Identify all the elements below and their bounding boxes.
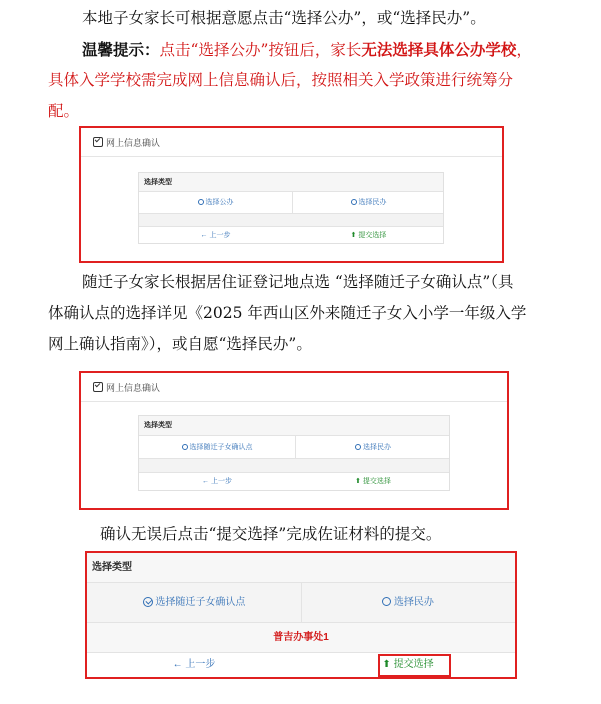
- select-public-button[interactable]: [139, 192, 292, 213]
- screenshot-1: [79, 126, 504, 263]
- prev-step-button[interactable]: ← 上一步: [172, 659, 216, 670]
- submit-selection-button[interactable]: ⬆ 提交选择: [350, 232, 387, 239]
- option-label: 选择随迁子女确认点: [189, 444, 253, 451]
- paragraph-tip: [82, 34, 592, 66]
- option-label: 选择民办: [358, 199, 387, 206]
- tip-line-3: 配。: [48, 102, 80, 120]
- paragraph-choice-instruction: 本地子女家长可根据意愿点击“选择公办”，或“选择民办”。: [82, 9, 486, 27]
- choice-table: [138, 415, 450, 491]
- screenshot-3: [85, 551, 517, 679]
- edit-check-icon: [93, 137, 103, 147]
- panel-header: [81, 128, 502, 149]
- panel-header-title: 网上信息确认: [106, 383, 161, 393]
- submit-highlight-box: [378, 654, 451, 677]
- option-label: 选择民办: [362, 444, 391, 451]
- radio-circle-icon: [351, 199, 357, 205]
- section-title: 选择类型: [144, 422, 172, 429]
- tip-text-2: 无法选择具体公办学校: [361, 40, 517, 59]
- selected-office-label: 普吉办事处1: [273, 632, 329, 643]
- option-label: 选择随迁子女确认点: [155, 597, 246, 608]
- edit-check-icon: [93, 382, 103, 392]
- section-title: 选择类型: [92, 562, 132, 573]
- prev-step-button[interactable]: ← 上一步: [202, 478, 232, 485]
- choice-table: [138, 172, 444, 244]
- radio-circle-icon: [382, 597, 391, 606]
- select-private-button[interactable]: [301, 583, 515, 622]
- radio-circle-icon: [198, 199, 204, 205]
- paragraph-confirm-submit: 确认无误后点击“提交选择”完成佐证材料的提交。: [100, 525, 442, 543]
- prev-step-button[interactable]: ← 上一步: [200, 232, 231, 239]
- option-label: 选择公办: [205, 199, 234, 206]
- submit-selection-button[interactable]: ⬆ 提交选择: [355, 478, 391, 485]
- paragraph-migrant-line-1: 随迁子女家长根据居住证登记地点选 “选择随迁子女确认点”（具: [82, 273, 514, 291]
- panel-header-title: 网上信息确认: [106, 138, 161, 148]
- radio-circle-icon: [182, 444, 188, 450]
- tip-label: 温馨提示：: [82, 40, 160, 59]
- screenshot-2: [79, 371, 509, 510]
- select-private-button[interactable]: [292, 192, 445, 213]
- paragraph-migrant-line-3: 网上确认指南》），或自愿“选择民办”。: [48, 335, 312, 353]
- select-private-button[interactable]: [295, 436, 451, 458]
- paragraph-migrant-line-2: 体确认点的选择详见《2025 年西山区外来随迁子女入小学一年级入学: [48, 304, 527, 322]
- panel-header: [81, 373, 507, 394]
- tip-text-3: ，: [516, 41, 532, 59]
- submit-selection-button[interactable]: ⬆ 提交选择: [382, 659, 434, 670]
- tip-line-2: 具体入学学校需完成网上信息确认后，按照相关入学政策进行统筹分: [48, 71, 514, 89]
- select-migrant-point-button[interactable]: [87, 583, 301, 622]
- check-circle-icon: [143, 597, 153, 607]
- option-label: 选择民办: [393, 597, 434, 608]
- radio-circle-icon: [355, 444, 361, 450]
- section-title: 选择类型: [144, 179, 172, 186]
- select-migrant-point-button[interactable]: [139, 436, 295, 458]
- tip-text-1: 点击“选择公办”按钮后，家长: [159, 41, 362, 59]
